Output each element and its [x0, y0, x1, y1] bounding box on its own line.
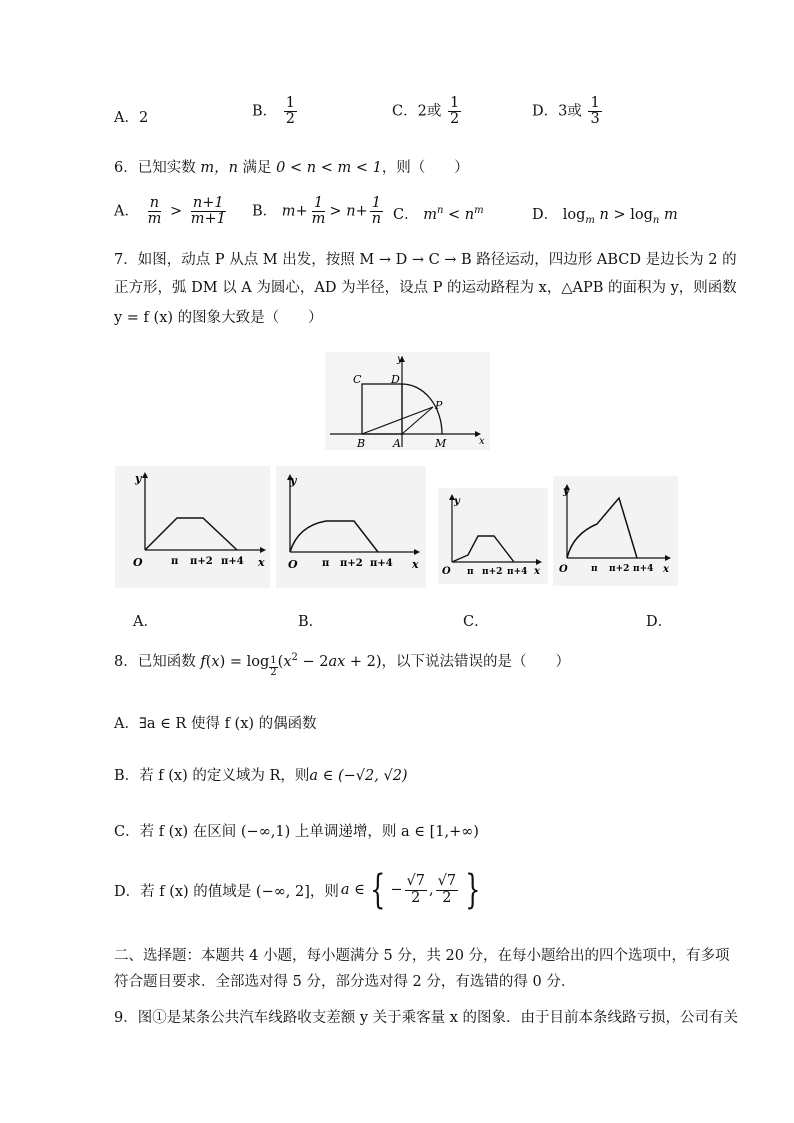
- q7-label-c: C: [353, 373, 362, 386]
- q7-label-p: P: [435, 399, 443, 412]
- q7-label-m: M: [435, 437, 447, 450]
- svg-text:π: π: [322, 558, 330, 569]
- svg-text:π+4: π+4: [221, 556, 244, 567]
- q7-figure: [325, 352, 490, 450]
- svg-text:π: π: [591, 564, 598, 574]
- svg-text:π: π: [467, 567, 474, 577]
- q6-option-c: C． $m^n < n^m$: [393, 205, 484, 223]
- svg-text:π+2: π+2: [190, 556, 213, 567]
- svg-text:y: y: [563, 486, 569, 497]
- q6-stem: 6．已知实数 m，n 满足 0 < n < m < 1，则（ ）: [114, 160, 469, 176]
- q8-stem: 8．已知函数 f(x) = log $_{\frac{1}{2}}$ $(x^2 - 2ax + 2)$，以下说法错误的是（ ）: [114, 652, 571, 678]
- q7-graph-a: [115, 466, 270, 588]
- q7-answer-label-b: B．: [298, 614, 324, 630]
- q8-option-a: A．∃a ∈ R 使得 f (x) 的偶函数: [114, 716, 317, 732]
- q8-option-d: D．若 f (x) 的值域是 (−∞, 2]，则 a ∈ { − $\frac{√7}{2}$ , $\frac{√7}{2}$ }: [114, 867, 481, 913]
- svg-text:y: y: [135, 472, 142, 485]
- q7-graph-c: [438, 488, 548, 584]
- svg-text:π+4: π+4: [370, 558, 393, 569]
- svg-text:π: π: [171, 556, 179, 567]
- svg-text:y: y: [454, 496, 460, 507]
- q7-line-2: 正方形，弧 DM 以 A 为圆心，AD 为半径，设点 P 的运动路程为 x，△APB 的面积为 y，则函数: [114, 280, 737, 296]
- svg-text:x: x: [663, 564, 669, 575]
- svg-text:π+4: π+4: [507, 567, 528, 577]
- svg-text:O: O: [288, 558, 298, 571]
- q5-option-b: B． $\frac{1}{2}$: [252, 95, 295, 128]
- q7-answer-label-d: D．: [646, 614, 673, 630]
- q7-label-a: A: [393, 437, 401, 450]
- q8-option-c: C．若 f (x) 在区间 (−∞,1) 上单调递增，则 a ∈ [1,+∞): [114, 824, 479, 840]
- q5-option-d: D．3或 $\frac{1}{3}$: [532, 95, 600, 128]
- q7-label-x: x: [479, 436, 485, 447]
- q7-answer-label-a: A．: [133, 614, 158, 630]
- svg-text:y: y: [290, 474, 297, 487]
- svg-text:π+2: π+2: [482, 567, 503, 577]
- svg-text:x: x: [534, 566, 540, 577]
- section2-line-2: 符合题目要求．全部选对得 5 分，部分选对得 2 分，有选错的得 0 分．: [114, 974, 576, 990]
- q5-option-a: A．2: [114, 110, 149, 126]
- q8-option-b: B．若 f (x) 的定义域为 R，则a ∈ (−√2, √2): [114, 768, 408, 784]
- svg-text:O: O: [559, 564, 568, 575]
- q7-graph-d: [553, 476, 678, 586]
- q7-label-d: D: [391, 373, 400, 386]
- q5-option-c: C．2或 $\frac{1}{2}$: [392, 95, 460, 128]
- q7-graph-b: [276, 466, 426, 588]
- q6-option-d: D． $\log_m n > \log_n m$: [532, 207, 678, 226]
- q6-option-a: A． $\frac{n}{m}$ > $\frac{n+1}{m+1}$: [114, 195, 226, 228]
- q7-label-y: y: [397, 354, 403, 365]
- svg-text:x: x: [412, 558, 419, 571]
- svg-text:O: O: [442, 566, 451, 577]
- svg-text:π+2: π+2: [340, 558, 363, 569]
- svg-text:O: O: [133, 556, 143, 569]
- q9-line-1: 9．图①是某条公共汽车线路收支差额 y 关于乘客量 x 的图象．由于目前本条线路亏损，公司有关: [114, 1010, 739, 1026]
- svg-text:π+2: π+2: [609, 564, 630, 574]
- q7-answer-label-c: C．: [463, 614, 489, 630]
- q7-label-b: B: [357, 437, 366, 450]
- q7-line-1: 7．如图，动点 P 从点 M 出发，按照 M → D → C → B 路径运动，四边形 ABCD 是边长为 2 的: [114, 252, 737, 268]
- svg-text:π+4: π+4: [633, 564, 654, 574]
- section2-line-1: 二、选择题：本题共 4 小题，每小题满分 5 分，共 20 分，在每小题给出的四个选项中，有多项: [114, 948, 730, 964]
- q7-line-3: y = f (x) 的图象大致是（ ）: [114, 310, 323, 326]
- q6-option-b: B． m+ $\frac{1}{m}$ > n+ $\frac{1}{n}$: [252, 195, 382, 228]
- svg-text:x: x: [258, 556, 265, 569]
